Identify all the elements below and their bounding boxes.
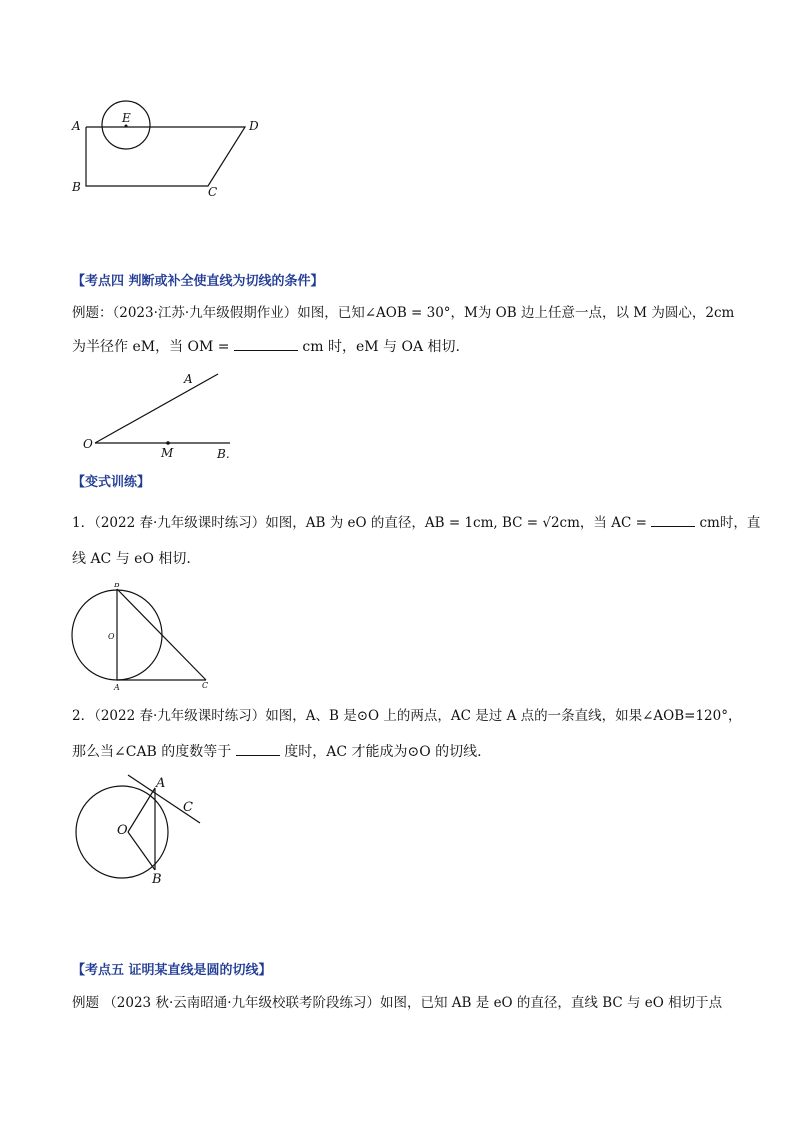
- label-c: C: [208, 185, 218, 199]
- label-b: B: [114, 583, 120, 589]
- section-heading-5: 【考点五 证明某直线是圆的切线】: [72, 963, 272, 978]
- label-o: O: [108, 632, 115, 641]
- label-e: E: [122, 111, 131, 125]
- example-line-2: [72, 336, 460, 357]
- label-o: O: [83, 437, 93, 451]
- q1-line-1-b: cm时，直: [699, 515, 761, 531]
- label-d: D: [249, 119, 259, 133]
- q2-line-1: 2．（2022 春·九年级课时练习）如图，A、B 是⊙O 上的两点，AC 是过 A 点的一条直线，如果∠AOB=120°，: [72, 708, 742, 724]
- q1-line-1: [72, 512, 760, 533]
- label-o: O: [117, 823, 128, 838]
- figure-circle-tangent: [70, 772, 210, 892]
- section-heading-4: 【考点四 判断或补全使直线为切线的条件】: [72, 274, 324, 289]
- label-a: A: [184, 372, 193, 386]
- answer-blank-cab[interactable]: [236, 741, 280, 756]
- example-line-2-a: 为半径作 eM，当 OM =: [72, 339, 230, 355]
- figure-circle-diameter: [66, 583, 226, 693]
- q1-line-2: 线 AC 与 eO 相切.: [72, 551, 191, 567]
- practice-heading: 【变式训练】: [72, 475, 151, 490]
- label-b: B: [72, 180, 81, 194]
- label-a: A: [114, 683, 120, 692]
- label-b: B.: [217, 447, 230, 461]
- q2-line-2-b: 度时，AC 才能成为⊙O 的切线.: [284, 744, 482, 760]
- label-m: M: [161, 446, 174, 460]
- example-line-2-b: cm 时，eM 与 OA 相切.: [302, 339, 460, 355]
- figure-angle-aob: [80, 368, 250, 463]
- figure-quadrilateral-abcd: [60, 95, 280, 205]
- q2-line-2: [72, 741, 482, 762]
- q2-line-2-a: 那么当∠CAB 的度数等于: [72, 744, 232, 760]
- example-line-1: 例题：（2023·江苏·九年级假期作业）如图，已知∠AOB = 30°，M为 OB 边上任意一点，以 M 为圆心，2cm: [72, 305, 735, 321]
- label-c: C: [183, 800, 193, 815]
- answer-blank-om[interactable]: [234, 336, 298, 351]
- label-b: B: [152, 872, 162, 887]
- q1-line-1-a: 1．（2022 春·九年级课时练习）如图，AB 为 eO 的直径，AB = 1cm, BC = √2cm，当 AC =: [72, 515, 647, 531]
- section-5-example: 例题 （2023 秋·云南昭通·九年级校联考阶段练习）如图，已知 AB 是 eO 的直径，直线 BC 与 eO 相切于点: [72, 995, 723, 1011]
- label-a: A: [72, 119, 81, 133]
- label-c: C: [202, 681, 209, 690]
- answer-blank-ac[interactable]: [651, 512, 695, 527]
- label-a: A: [156, 776, 166, 791]
